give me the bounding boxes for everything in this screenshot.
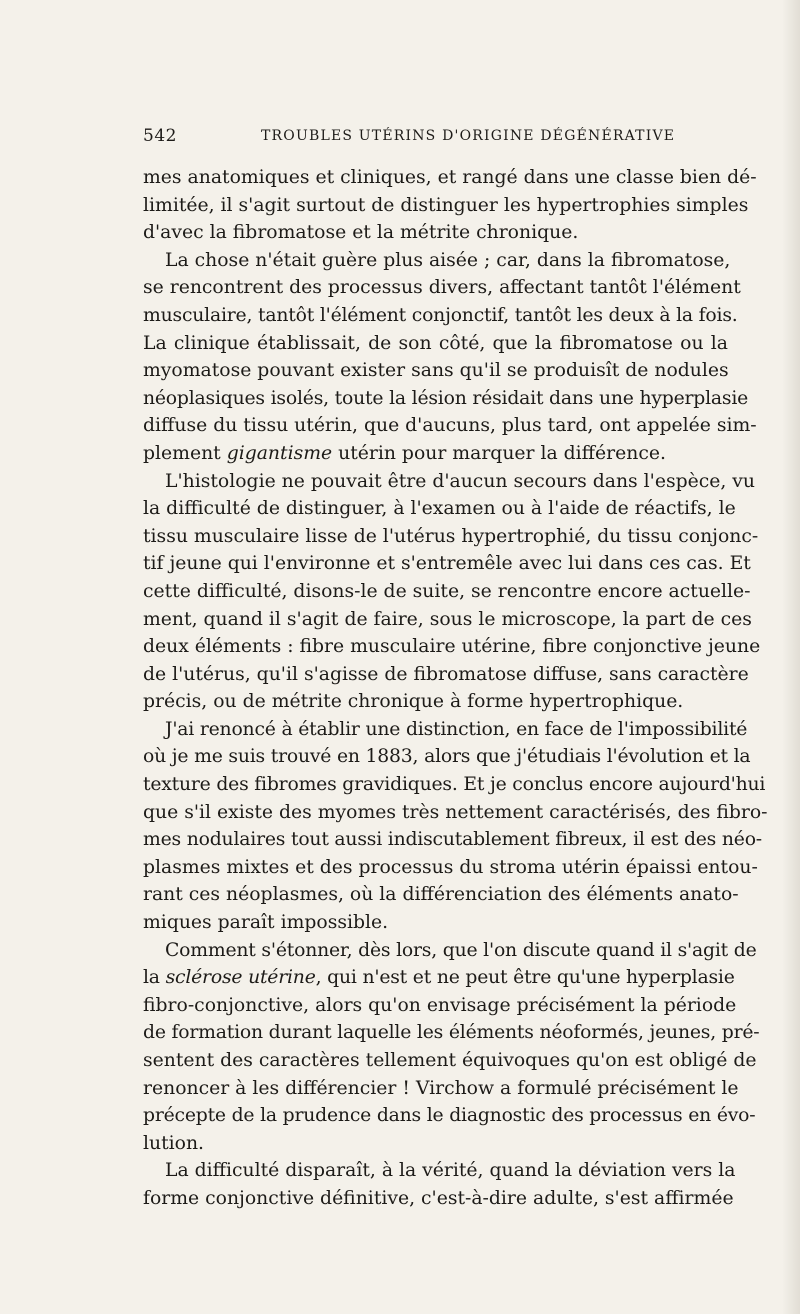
text-line: L'histologie ne pouvait être d'aucun secours dans l'espèce, vu [165, 470, 756, 492]
page-edge-shadow [782, 0, 800, 1314]
text-line: deux éléments : fibre musculaire utérine, fibre conjonctive jeune [143, 636, 761, 658]
text-line: précis, ou de métrite chronique à forme hypertrophique. [143, 691, 684, 713]
text-line: tif jeune qui l'environne et s'entremêle avec lui dans ces cas. Et [143, 553, 751, 575]
italic-term: gigantisme [226, 442, 333, 464]
text-line: la difficulté de distinguer, à l'examen ou à l'aide de réactifs, le [143, 498, 736, 520]
text-line: renoncer à les différencier ! Virchow a formulé précisément le [143, 1077, 739, 1099]
text-line: se rencontrent des processus divers, affectant tantôt l'élément [143, 277, 741, 299]
text-line: forme conjonctive définitive, c'est-à-dire adulte, s'est affirmée [143, 1187, 734, 1209]
text-line: La chose n'était guère plus aisée ; car, dans la fibromatose, [165, 249, 731, 271]
text-line: que s'il existe des myomes très nettement caractérisés, des fibro- [143, 801, 768, 823]
text-line: sentent des caractères tellement équivoques qu'on est obligé de [143, 1050, 757, 1071]
text-line: où je me suis trouvé en 1883, alors que j'étudiais l'évolution et la [143, 746, 751, 768]
text-line: diffuse du tissu utérin, que d'aucuns, plus tard, ont appelée sim- [143, 415, 757, 437]
text-line [143, 964, 735, 992]
text-line: mes anatomiques et cliniques, et rangé dans une classe bien dé- [143, 167, 757, 188]
running-head: TROUBLES UTÉRINS D'ORIGINE DÉGÉNÉRATIVE [261, 128, 676, 144]
text-line: cette difficulté, disons-le de suite, se rencontre encore actuelle- [143, 580, 751, 602]
italic-term: sclérose utérine [165, 967, 316, 989]
text-line: de formation durant laquelle les éléments néoformés, jeunes, pré- [143, 1022, 760, 1044]
text-line: La clinique établissait, de son côté, que la fibromatose ou la [143, 332, 728, 354]
text-segment: plement [143, 442, 227, 464]
body-text [143, 164, 768, 1213]
text-line: limitée, il s'agit surtout de distinguer les hypertrophies simples [143, 194, 749, 216]
text-line: La difficulté disparaît, à la vérité, quand la déviation vers la [165, 1160, 736, 1182]
text-line: ment, quand il s'agit de faire, sous le microscope, la part de ces [143, 608, 752, 630]
text-line: plasmes mixtes et des processus du stroma utérin épaissi entou- [143, 856, 758, 878]
text-line [143, 440, 728, 468]
text-line: fibro-conjonctive, alors qu'on envisage précisément la période [143, 994, 737, 1016]
text-line: de l'utérus, qu'il s'agisse de fibromatose diffuse, sans caractère [143, 663, 749, 685]
text-line: miques paraît impossible. [143, 912, 389, 934]
text-line: Comment s'étonner, dès lors, que l'on discute quand il s'agit de [165, 939, 757, 961]
text-line: précepte de la prudence dans le diagnostic des processus en évo- [143, 1105, 756, 1127]
text-line: J'ai renoncé à établir une distinction, en face de l'impossibilité [165, 718, 748, 740]
text-line: mes nodulaires tout aussi indiscutablement fibreux, il est des néo- [143, 829, 762, 851]
text-line: musculaire, tantôt l'élément conjonctif, tantôt les deux à la fois. [143, 304, 738, 326]
text-segment: utérin pour marquer la différence. [332, 442, 666, 464]
page-header [143, 126, 723, 150]
page-number: 542 [143, 126, 177, 146]
text-line: néoplasiques isolés, toute la lésion résidait dans une hyperplasie [143, 387, 749, 409]
text-segment: , qui n'est et ne peut être qu'une hyperplasie [315, 967, 735, 989]
text-line: lution. [143, 1132, 205, 1154]
text-line: tissu musculaire lisse de l'utérus hypertrophié, du tissu conjonc- [143, 525, 759, 547]
text-line: myomatose pouvant exister sans qu'il se produisît de nodules [143, 360, 729, 382]
text-segment: la [143, 967, 166, 989]
text-line: d'avec la fibromatose et la métrite chronique. [143, 222, 579, 244]
text-line: rant ces néoplasmes, où la différenciation des éléments anato- [143, 884, 739, 906]
text-line: texture des fibromes gravidiques. Et je conclus encore aujourd'hui [143, 774, 766, 796]
